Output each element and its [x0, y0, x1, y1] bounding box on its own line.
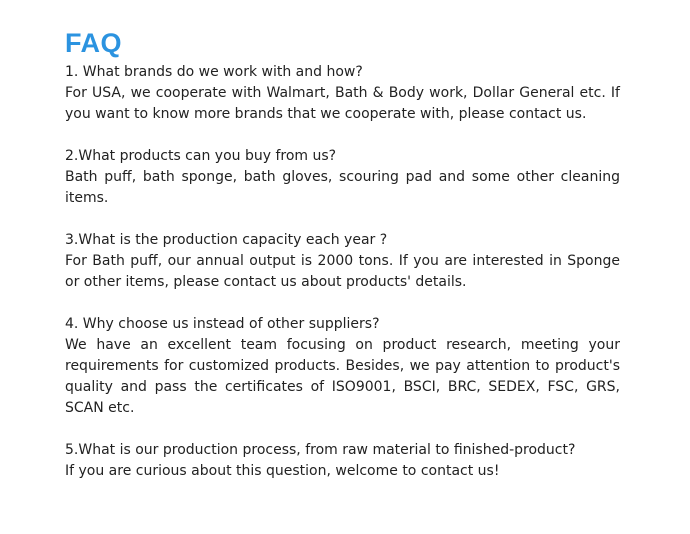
- faq-item-2: [65, 146, 620, 209]
- faq-question: 2.What products can you buy from us?: [65, 148, 337, 164]
- faq-question: 1. What brands do we work with and how?: [65, 64, 363, 80]
- faq-item-5: [65, 440, 620, 482]
- faq-answer: We have an excellent team focusing on product research, meeting your requirements for customized products. Besides, we pay attention to product's quality and pass the certificates of ISO9001, BSCI, BRC, SEDEX, FSC, GRS, SCAN etc.: [65, 337, 620, 416]
- faq-item-3: [65, 230, 620, 293]
- faq-item-4: [65, 314, 620, 419]
- faq-answer: Bath puff, bath sponge, bath gloves, scouring pad and some other cleaning items.: [65, 169, 620, 206]
- faq-page: [65, 26, 620, 503]
- faq-question: 5.What is our production process, from raw material to finished-product?: [65, 442, 576, 458]
- faq-question: 4. Why choose us instead of other suppliers?: [65, 316, 380, 332]
- faq-answer: For Bath puff, our annual output is 2000 tons. If you are interested in Sponge or other items, please contact us about products' details.: [65, 253, 620, 290]
- faq-item-1: [65, 62, 620, 125]
- faq-answer: If you are curious about this question, welcome to contact us!: [65, 463, 500, 479]
- faq-answer: For USA, we cooperate with Walmart, Bath & Body work, Dollar General etc. If you want to know more brands that we cooperate with, please contact us.: [65, 85, 620, 122]
- page-title: FAQ: [65, 28, 123, 58]
- faq-question: 3.What is the production capacity each year ?: [65, 232, 388, 248]
